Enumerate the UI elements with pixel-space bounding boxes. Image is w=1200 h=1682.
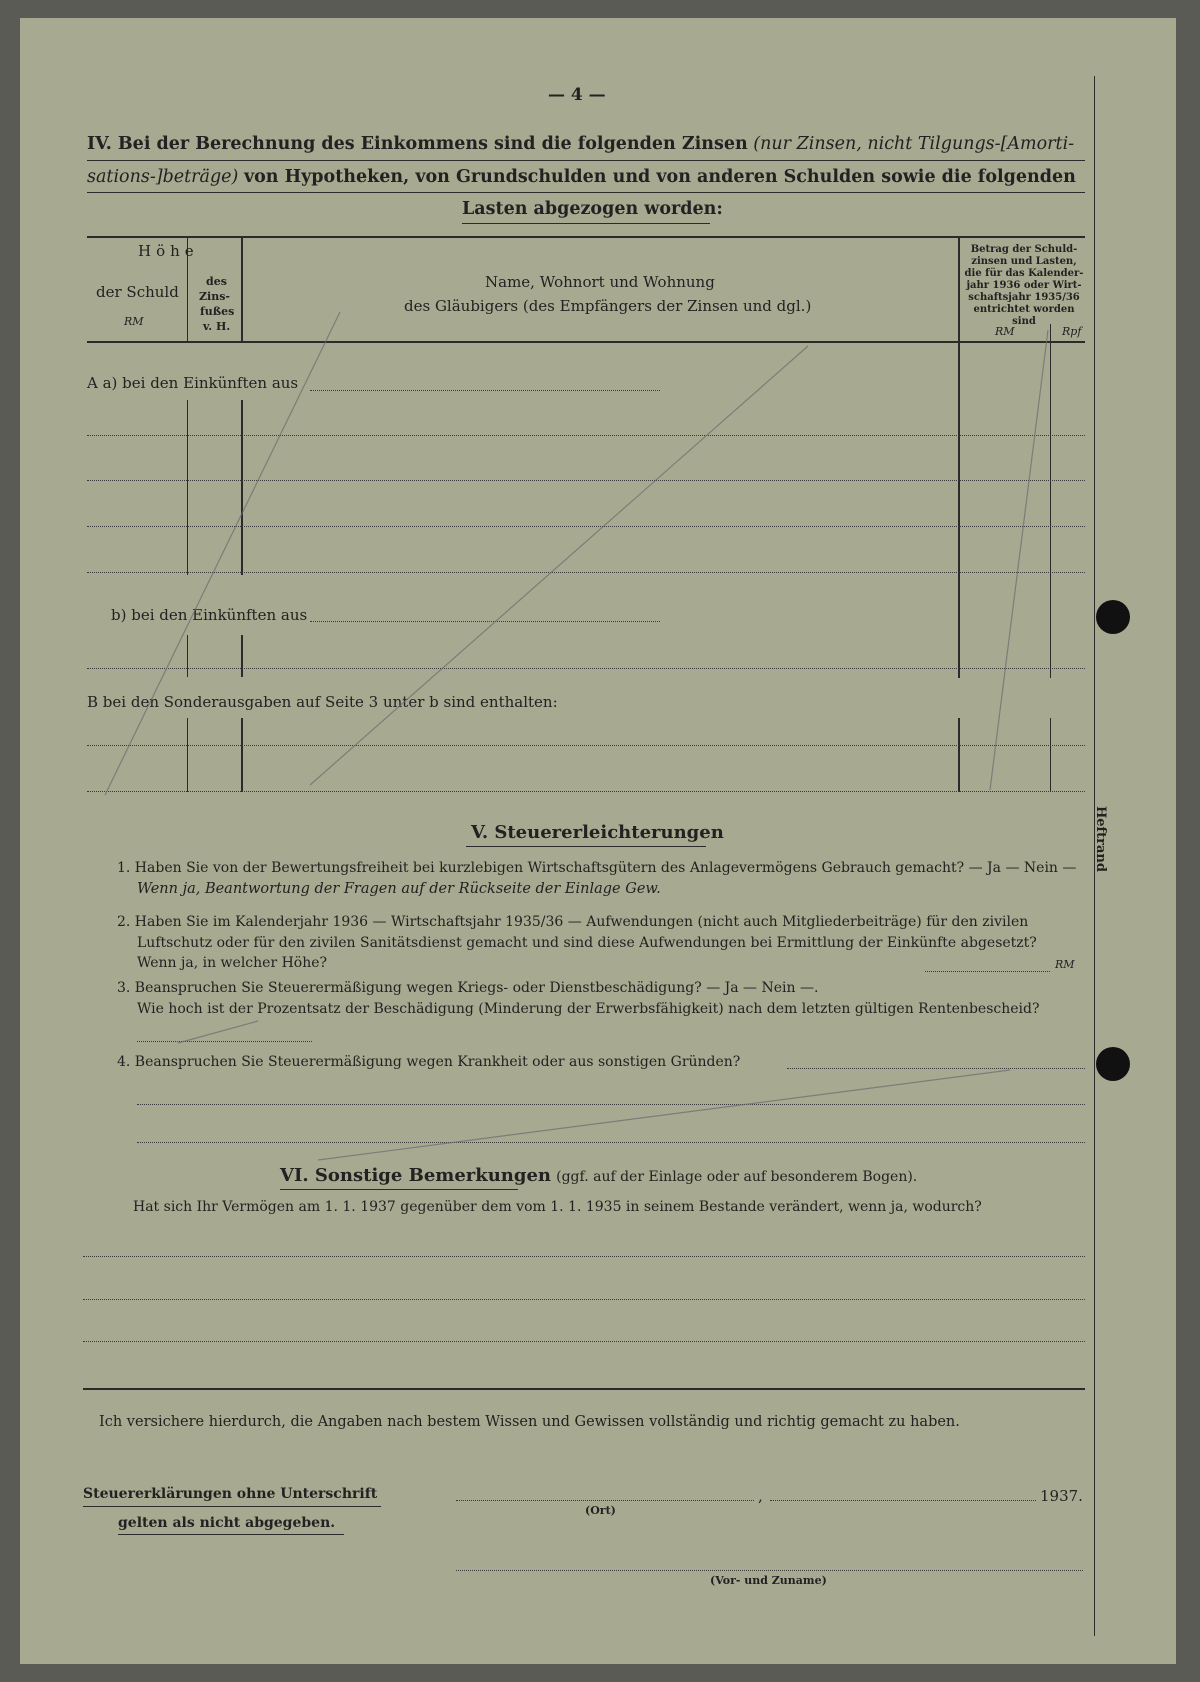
pencil-stroke-4 [178,1021,258,1043]
header-betrag-line6: entrichtet worden sind [973,304,1075,327]
q2-line3: Wenn ja, in welcher Höhe? [137,955,328,971]
warning-line1: Steuererklärungen ohne Unterschrift [83,1486,378,1502]
q2-rm: RM [1055,958,1075,971]
pencil-stroke-1 [105,312,340,795]
pencil-stroke-3 [990,330,1048,790]
section-vi-title-note: (ggf. auf der Einlage oder auf besonderem Bogen). [556,1169,918,1185]
header-des: des [206,275,227,288]
header-name-line1: Name, Wohnort und Wohnung [485,273,715,291]
header-zins: Zins- [199,290,230,303]
place-comma: , [758,1487,763,1505]
header-rpf: Rpf [1062,325,1082,338]
warning-line2: gelten als nicht abgegeben. [118,1515,336,1531]
q2-line1: 2. Haben Sie im Kalenderjahr 1936 — Wirtschaftsjahr 1935/36 — Aufwendungen (nicht auch Mitgliederbeiträge) für den zivilen [117,914,1029,930]
q1-line1: 1. Haben Sie von der Bewertungsfreiheit bei kurzlebigen Wirtschaftsgütern des Anlagevermögens Gebrauch gemacht? — Ja — Nein — [117,860,1077,876]
header-rm-2: RM [995,325,1015,338]
header-hoehe: Höhe [138,242,199,260]
header-name-line2: des Gläubigers (des Empfängers der Zinsen und dgl.) [404,297,812,315]
section-v-title: V. Steuererleichterungen [471,822,724,843]
section-iv-line1-note: (nur Zinsen, nicht Tilgungs-[Amorti- [753,134,1075,154]
section-iv-line1-text: IV. Bei der Berechnung des Einkommens sind die folgenden Zinsen [87,134,748,154]
section-iv-line2-note: sations-]beträge) [87,167,239,187]
q3-line1: 3. Beanspruchen Sie Steuerermäßigung wegen Kriegs- oder Dienstbeschädigung? — Ja — Nein —. [117,980,819,996]
q4-line1: 4. Beanspruchen Sie Steuerermäßigung wegen Krankheit oder aus sonstigen Gründen? [117,1054,741,1070]
header-rm: RM [124,315,144,328]
row-b-label: b) bei den Einkünften aus [111,606,308,624]
header-vh: v. H. [203,320,231,333]
section-vi-title: VI. Sonstige Bemerkungen [280,1165,552,1186]
declaration-text: Ich versichere hierdurch, die Angaben nach bestem Wissen und Gewissen vollständig und richtig gemacht zu haben. [99,1414,960,1430]
header-der-schuld: der Schuld [96,283,179,301]
q1-line2: Wenn ja, Beantwortung der Fragen auf der Rückseite der Einlage Gew. [137,881,661,897]
name-label: (Vor- und Zuname) [710,1574,827,1587]
year-text: 1937. [1040,1487,1083,1505]
header-betrag-line5: schaftsjahr 1935/36 [968,292,1080,303]
side-margin-label: Heftrand [1093,806,1108,872]
header-betrag-line1: Betrag der Schuld- [970,244,1078,255]
pencil-stroke-5 [318,1070,1010,1160]
row-a-label: A a) bei den Einkünften aus [87,374,299,392]
page-number: — 4 — [548,85,606,105]
q2-line2: Luftschutz oder für den zivilen Sanitätsdienst gemacht und sind diese Aufwendungen bei Ermittlung der Einkünfte abgesetzt? [137,935,1037,951]
section-iv-line3-text: Lasten abgezogen worden: [462,199,723,219]
section-iv-line2-text: von Hypotheken, von Grundschulden und von anderen Schulden sowie die folgenden [243,167,1076,187]
section-vi-question: Hat sich Ihr Vermögen am 1. 1. 1937 gegenüber dem vom 1. 1. 1935 in seinem Bestande verändert, wenn ja, wodurch? [133,1199,982,1215]
pencil-stroke-2 [310,346,808,785]
q3-line2: Wie hoch ist der Prozentsatz der Beschädigung (Minderung der Erwerbsfähigkeit) nach dem letzten gültigen Rentenbescheid? [137,1001,1040,1017]
ort-label: (Ort) [585,1504,616,1517]
header-betrag-line2: zinsen und Lasten, [971,256,1077,267]
header-betrag-line4: jahr 1936 oder Wirt- [966,280,1082,291]
header-fusses: fußes [200,305,235,318]
row-sonder-label: B bei den Sonderausgaben auf Seite 3 unter b sind enthalten: [87,693,558,711]
header-betrag-line3: die für das Kalender- [964,268,1084,279]
